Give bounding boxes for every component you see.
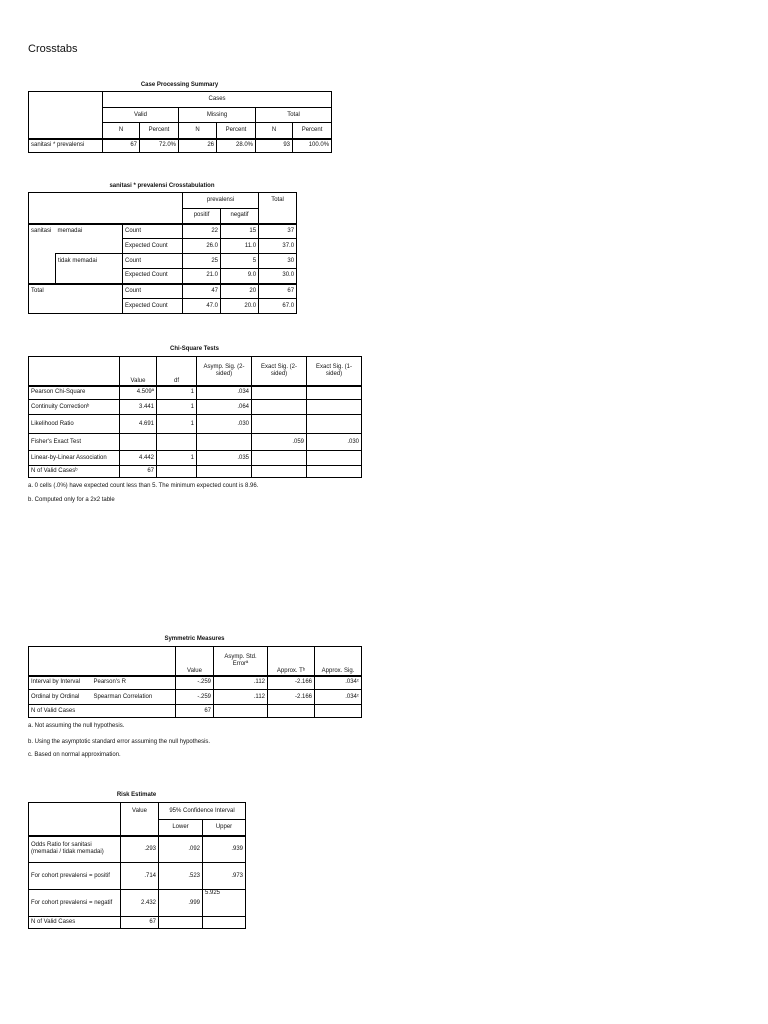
- table-cell: [252, 466, 307, 478]
- df-header: df: [157, 357, 197, 386]
- table-cell: 20: [221, 284, 259, 299]
- table-cell: .112: [214, 676, 268, 690]
- table-cell: 26: [179, 139, 217, 153]
- table-cell: .064: [197, 400, 252, 415]
- row-label: Continuity Correctionᵇ: [29, 400, 120, 415]
- n-header: N: [256, 123, 293, 139]
- table-cell: 67: [121, 917, 159, 929]
- table-cell: [307, 466, 362, 478]
- table-cell: 15: [221, 224, 259, 239]
- count-label: Count: [123, 254, 183, 269]
- table-cell: 37: [259, 224, 297, 239]
- table-cell: 5: [221, 254, 259, 269]
- table-cell: [203, 917, 246, 929]
- negatif-header: negatif: [221, 209, 259, 224]
- row-sublabel: Spearman Correlation: [92, 690, 176, 705]
- table-cell: 1: [157, 451, 197, 466]
- table-cell: .999: [159, 890, 203, 917]
- value-header: Value: [121, 803, 159, 820]
- row-label: Linear-by-Linear Association: [29, 451, 120, 466]
- count-label: Count: [123, 284, 183, 299]
- table-cell: 67: [103, 139, 140, 153]
- table-cell: -.259: [176, 676, 214, 690]
- chisq-footnote-b: b. Computed only for a 2x2 table: [28, 497, 115, 503]
- table-cell: [307, 386, 362, 400]
- table-cell: 4.691: [120, 415, 157, 434]
- table-cell: [307, 400, 362, 415]
- row-sublabel: Pearson's R: [92, 676, 176, 690]
- table-cell: 30: [259, 254, 297, 269]
- table-cell: .973: [203, 863, 246, 890]
- table-cell: 26.0: [183, 239, 221, 254]
- sanitasi-label: sanitasi: [29, 224, 56, 239]
- table-cell: [307, 451, 362, 466]
- total-header: Total: [259, 193, 297, 209]
- table-cell: 20.0: [221, 299, 259, 314]
- table-cell: .035: [197, 451, 252, 466]
- table-cell: 5.925: [203, 890, 246, 917]
- row-label: For cohort prevalensi = positif: [29, 863, 121, 890]
- symmetric-caption: Symmetric Measures: [164, 636, 225, 642]
- table-cell: .714: [121, 863, 159, 890]
- table-cell: [120, 434, 157, 451]
- table-cell: 4.442: [120, 451, 157, 466]
- chisq-footnote-a: a. 0 cells (.0%) have expected count less than 5. The minimum expected count is 8.96.: [28, 483, 259, 489]
- upper-header: Upper: [203, 820, 246, 836]
- table-cell: 1: [157, 415, 197, 434]
- row-label: Likelihood Ratio: [29, 415, 120, 434]
- table-cell: .293: [121, 836, 159, 863]
- cases-header: Cases: [103, 92, 332, 108]
- table-cell: [157, 434, 197, 451]
- table-cell: 47.0: [183, 299, 221, 314]
- table-cell: 2.432: [121, 890, 159, 917]
- row-label: Interval by Interval: [29, 676, 92, 690]
- table-cell: 100.0%: [293, 139, 332, 153]
- table-cell: 67: [176, 705, 214, 718]
- count-label: Count: [123, 224, 183, 239]
- table-cell: [157, 466, 197, 478]
- table-cell: .030: [307, 434, 362, 451]
- table-cell: [252, 451, 307, 466]
- approx-t-header: Approx. Tᵇ: [268, 647, 315, 676]
- row-label: For cohort prevalensi = negatif: [29, 890, 121, 917]
- table-cell: [252, 386, 307, 400]
- table-cell: .030: [197, 415, 252, 434]
- table-cell: -2.166: [268, 676, 315, 690]
- table-cell: 47: [183, 284, 221, 299]
- row-label: Ordinal by Ordinal: [29, 690, 92, 705]
- total-header: Total: [256, 108, 332, 123]
- table-cell: 22: [183, 224, 221, 239]
- expected-label: Expected Count: [123, 239, 183, 254]
- row-label: sanitasi * prevalensi: [29, 139, 103, 153]
- prevalensi-header: prevalensi: [183, 193, 259, 209]
- total-row-label: Total: [29, 284, 123, 299]
- positif-header: positif: [183, 209, 221, 224]
- valid-header: Valid: [103, 108, 179, 123]
- approx-sig-header: Approx. Sig.: [315, 647, 362, 676]
- table-cell: .034ᶜ: [315, 676, 362, 690]
- confidence-interval-header: 95% Confidence Interval: [159, 803, 246, 820]
- table-cell: [252, 400, 307, 415]
- table-cell: [252, 415, 307, 434]
- exact-sig-2-header: Exact Sig. (2-sided): [252, 357, 307, 386]
- table-cell: 93: [256, 139, 293, 153]
- row-label: Fisher's Exact Test: [29, 434, 120, 451]
- expected-label: Expected Count: [123, 299, 183, 314]
- symmetric-footnote-a: a. Not assuming the null hypothesis.: [28, 723, 125, 729]
- table-cell: 72.0%: [140, 139, 179, 153]
- value-header: Value: [176, 647, 214, 676]
- table-cell: 21.0: [183, 269, 221, 284]
- missing-header: Missing: [179, 108, 256, 123]
- memadai-label: memadai: [56, 224, 123, 239]
- crosstab-table: [28, 192, 297, 314]
- case-summary-table: [28, 91, 332, 153]
- table-cell: 9.0: [221, 269, 259, 284]
- row-label: Pearson Chi-Square: [29, 386, 120, 400]
- table-cell: .092: [159, 836, 203, 863]
- symmetric-table: [28, 646, 362, 718]
- row-label: Odds Ratio for sanitasi (memadai / tidak memadai): [29, 836, 121, 863]
- n-header: N: [179, 123, 217, 139]
- percent-header: Percent: [140, 123, 179, 139]
- chisq-caption: Chi-Square Tests: [170, 346, 219, 352]
- table-cell: 3.441: [120, 400, 157, 415]
- row-label: N of Valid Cases: [29, 917, 121, 929]
- case-summary-caption: Case Processing Summary: [140, 82, 219, 88]
- table-cell: 11.0: [221, 239, 259, 254]
- table-cell: .034: [197, 386, 252, 400]
- exact-sig-1-header: Exact Sig. (1-sided): [307, 357, 362, 386]
- lower-header: Lower: [159, 820, 203, 836]
- table-cell: .034ᶜ: [315, 690, 362, 705]
- table-cell: -.259: [176, 690, 214, 705]
- table-cell: 67: [120, 466, 157, 478]
- value-header: Value: [120, 357, 157, 386]
- risk-caption: Risk Estimate: [116, 792, 157, 798]
- asymp-std-error-header: Asymp. Std. Errorª: [214, 647, 268, 676]
- table-cell: [307, 415, 362, 434]
- tidak-memadai-label: tidak memadai: [56, 254, 123, 269]
- n-header: N: [103, 123, 140, 139]
- table-cell: -2.166: [268, 690, 315, 705]
- page-heading: Crosstabs: [28, 43, 78, 55]
- table-cell: 30.0: [259, 269, 297, 284]
- table-cell: 1: [157, 386, 197, 400]
- chisq-table: [28, 356, 362, 478]
- table-cell: 1: [157, 400, 197, 415]
- table-cell: [159, 917, 203, 929]
- asymp-sig-header: Asymp. Sig. (2-sided): [197, 357, 252, 386]
- expected-label: Expected Count: [123, 269, 183, 284]
- symmetric-footnote-c: c. Based on normal approximation.: [28, 752, 121, 758]
- risk-table: [28, 802, 246, 929]
- table-cell: 4.509ª: [120, 386, 157, 400]
- crosstab-caption: sanitasi * prevalensi Crosstabulation: [109, 183, 215, 189]
- percent-header: Percent: [217, 123, 256, 139]
- table-cell: 67.0: [259, 299, 297, 314]
- table-cell: 25: [183, 254, 221, 269]
- table-cell: [197, 466, 252, 478]
- percent-header: Percent: [293, 123, 332, 139]
- table-cell: .523: [159, 863, 203, 890]
- table-cell: 67: [259, 284, 297, 299]
- table-cell: .059: [252, 434, 307, 451]
- row-label: N of Valid Cases: [29, 705, 176, 718]
- table-cell: .939: [203, 836, 246, 863]
- table-cell: .112: [214, 690, 268, 705]
- row-label: N of Valid Casesᵇ: [29, 466, 120, 478]
- symmetric-footnote-b: b. Using the asymptotic standard error assuming the null hypothesis.: [28, 739, 211, 745]
- table-cell: 37.0: [259, 239, 297, 254]
- table-cell: 28.0%: [217, 139, 256, 153]
- table-cell: [197, 434, 252, 451]
